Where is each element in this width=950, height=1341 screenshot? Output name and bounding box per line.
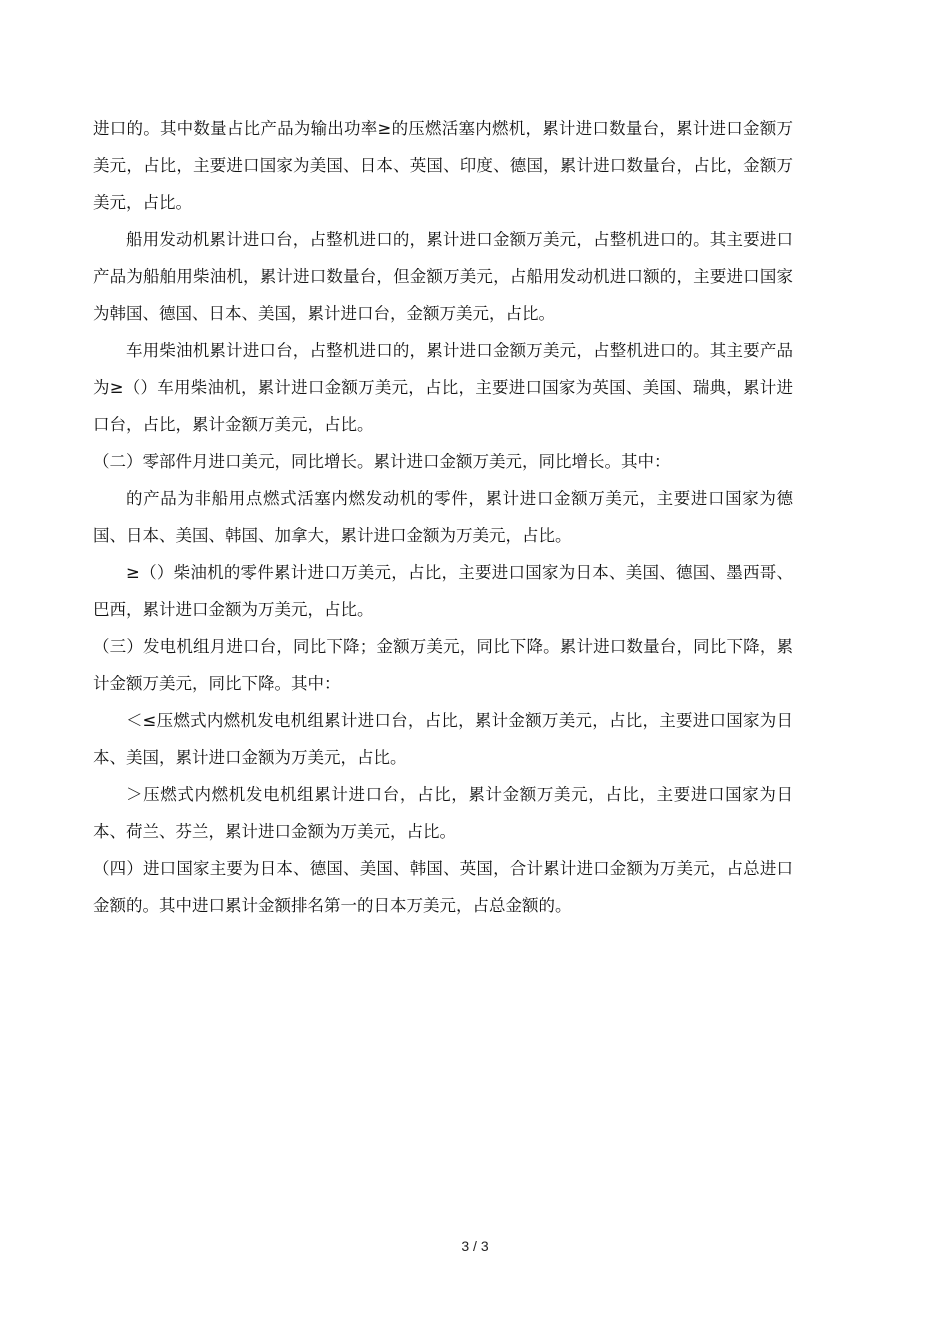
- page-number: 3 / 3: [461, 1238, 489, 1254]
- paragraph-marine-engines: 船用发动机累计进口台，占整机进口的，累计进口金额万美元，占整机进口的。其主要进口产品为船舶用柴油机，累计进口数量台，但金额万美元，占船用发动机进口额的，主要进口国家为韩国、德国、日本、美国，累计进口台，金额万美元，占比。: [93, 230, 793, 323]
- section-heading-parts: （二）零部件月进口美元，同比增长。累计进口金额万美元，同比增长。其中：: [93, 452, 671, 471]
- paragraph-diesel-parts: ≥（）柴油机的零件累计进口万美元，占比，主要进口国家为日本、美国、德国、墨西哥、巴西，累计进口金额为万美元，占比。: [93, 563, 793, 619]
- paragraph-small-generator-sets: ＜≤压燃式内燃机发电机组累计进口台，占比，累计金额万美元，占比，主要进口国家为日本、美国，累计进口金额为万美元，占比。: [93, 711, 793, 767]
- section-heading-generator-sets: （三）发电机组月进口台，同比下降；金额万美元，同比下降。累计进口数量台，同比下降，累计金额万美元，同比下降。其中：: [93, 637, 793, 693]
- paragraph-continuation: 进口的。其中数量占比产品为输出功率≥的压燃活塞内燃机，累计进口数量台，累计进口金额万美元，占比，主要进口国家为美国、日本、英国、印度、德国，累计进口数量台，占比，金额万美元，占比。: [93, 119, 793, 212]
- document-body: [93, 110, 793, 924]
- section-heading-import-countries: （四）进口国家主要为日本、德国、美国、韩国、英国，合计累计进口金额为万美元，占总进口金额的。其中进口累计金额排名第一的日本万美元，占总金额的。: [93, 859, 793, 915]
- paragraph-large-generator-sets: ＞压燃式内燃机发电机组累计进口台，占比，累计金额万美元，占比，主要进口国家为日本、荷兰、芬兰，累计进口金额为万美元，占比。: [93, 785, 793, 841]
- paragraph-vehicle-diesel: 车用柴油机累计进口台，占整机进口的，累计进口金额万美元，占整机进口的。其主要产品为≥（）车用柴油机，累计进口金额万美元，占比，主要进口国家为英国、美国、瑞典，累计进口台，占比，累计金额万美元，占比。: [93, 341, 793, 434]
- paragraph-spark-ignition-parts: 的产品为非船用点燃式活塞内燃发动机的零件，累计进口金额万美元，主要进口国家为德国、日本、美国、韩国、加拿大，累计进口金额为万美元，占比。: [93, 489, 793, 545]
